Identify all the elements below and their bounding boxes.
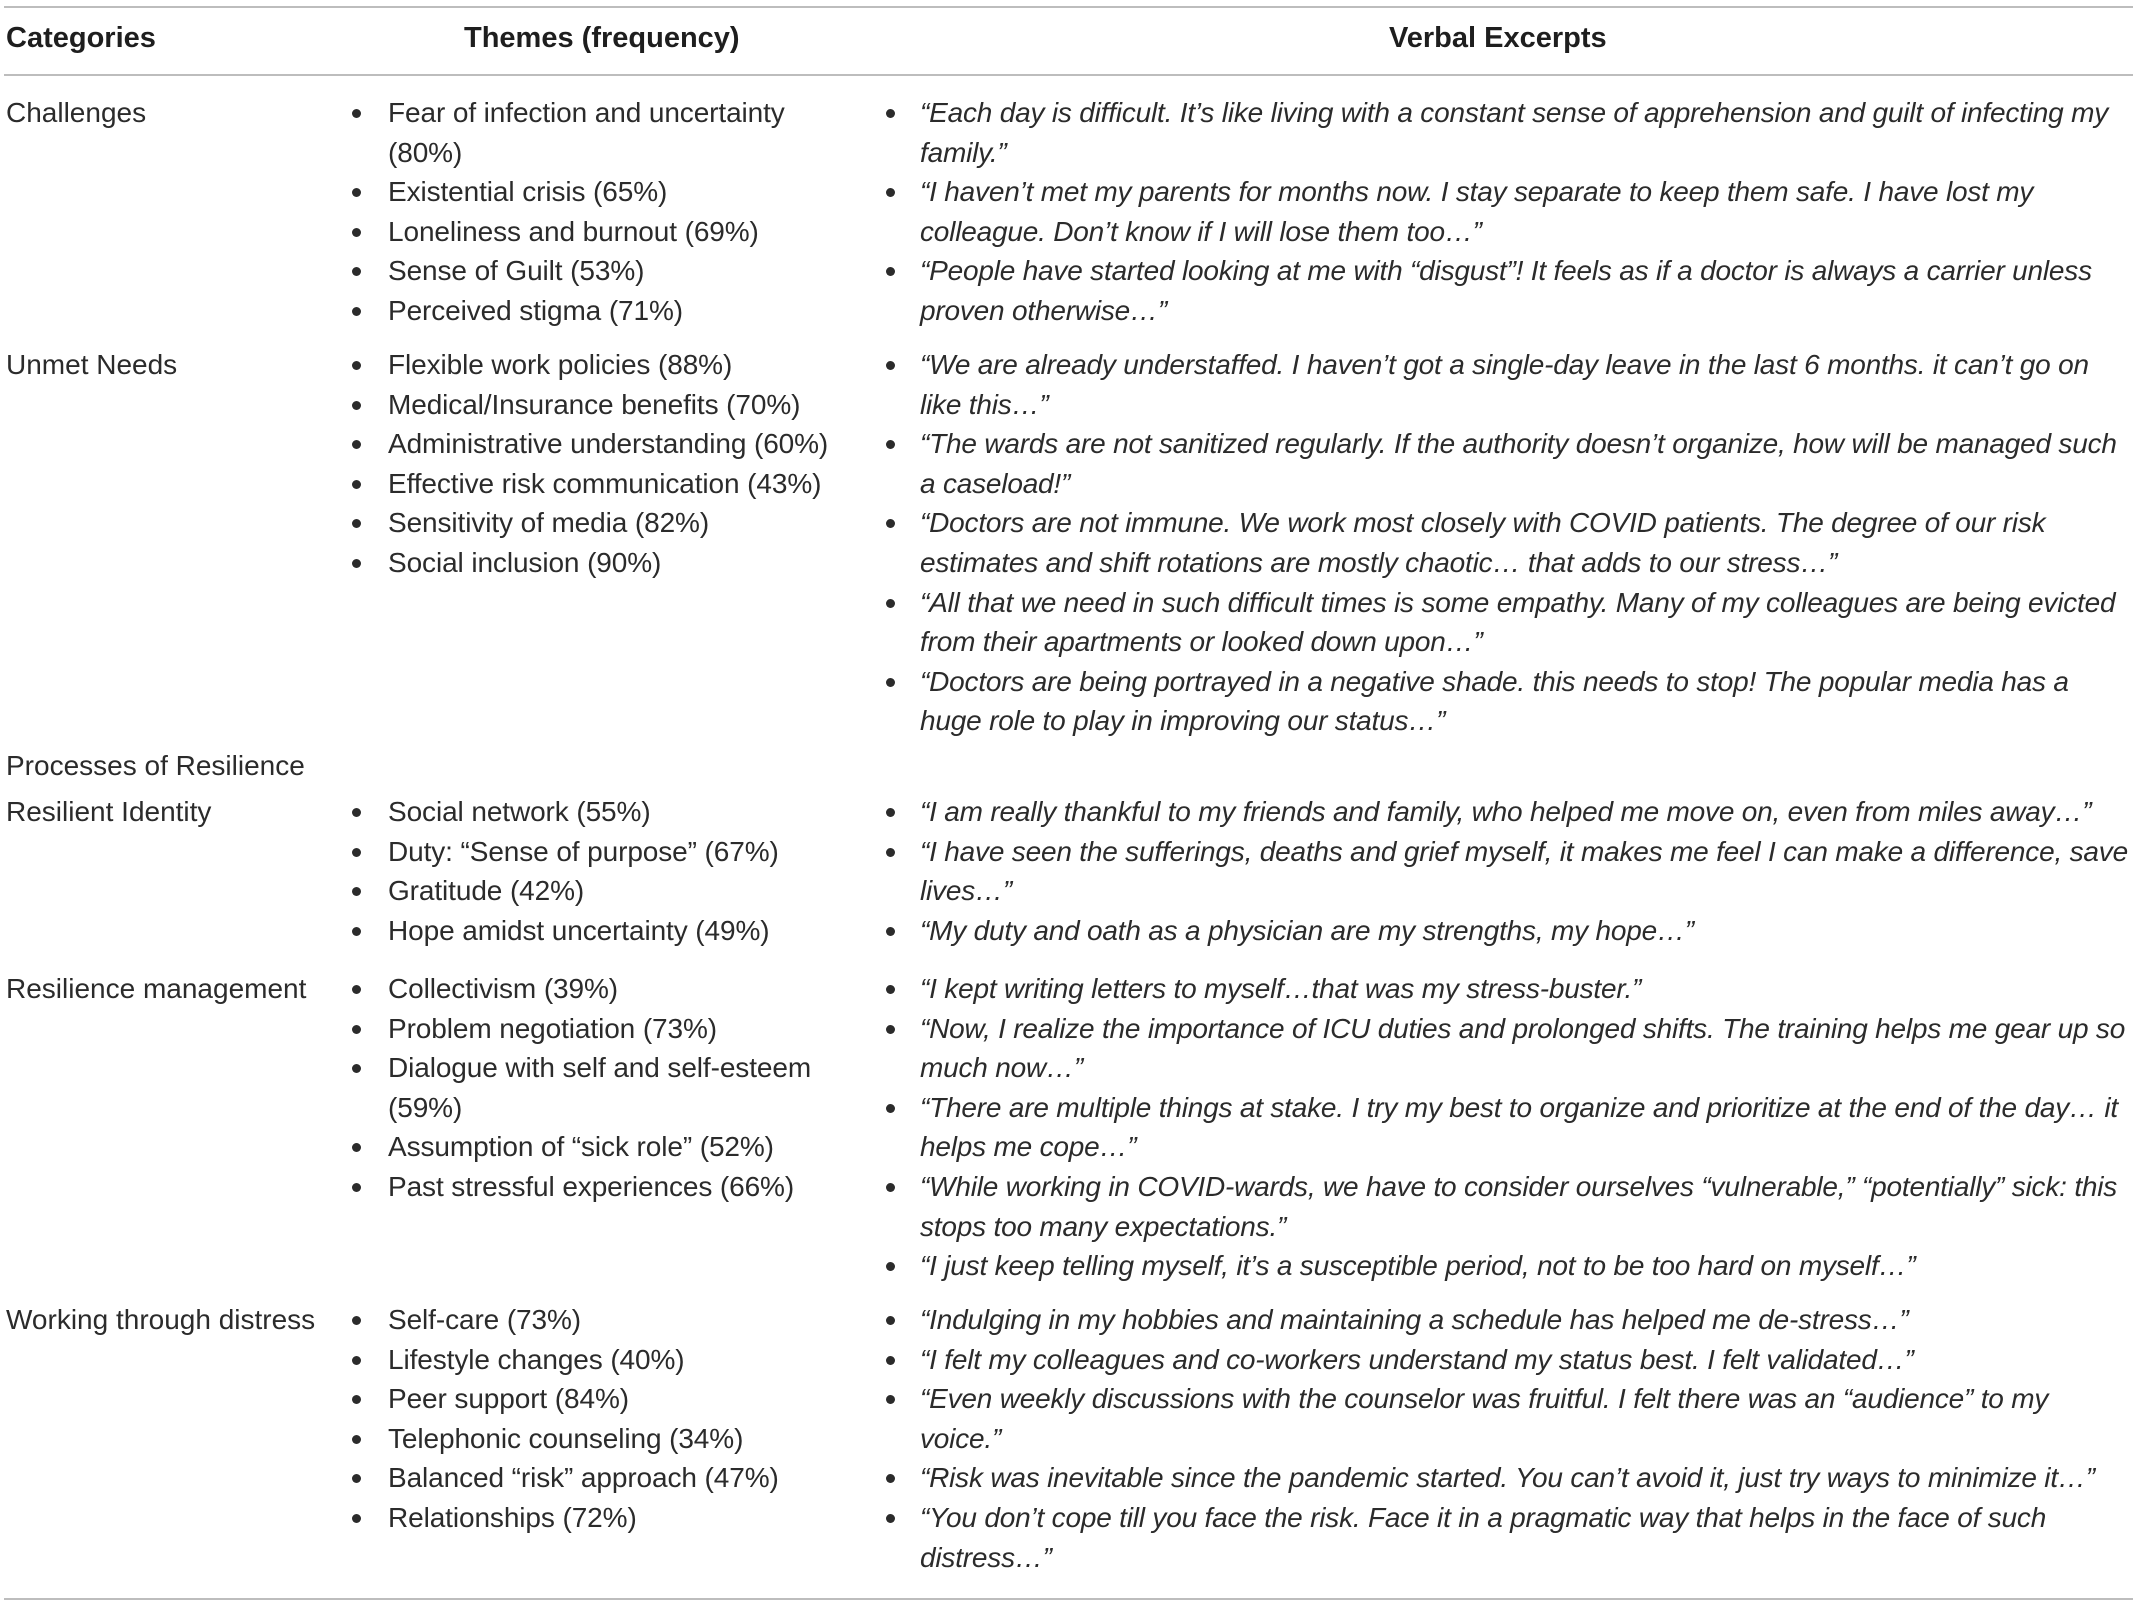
header-categories: Categories: [6, 22, 156, 54]
bullet-icon: [352, 1183, 361, 1192]
bullet-icon: [352, 1514, 361, 1523]
theme-text: Dialogue with self and self-esteem (59%): [388, 1052, 812, 1123]
bullet-icon: [886, 1356, 895, 1365]
excerpts-list: [880, 1300, 2130, 1577]
bullet-icon: [886, 848, 895, 857]
category-label: Processes of Resilience: [6, 750, 305, 781]
theme-text: Self-care (73%): [388, 1304, 582, 1335]
theme-item: [346, 1419, 846, 1459]
bullet-icon: [352, 927, 361, 936]
bullet-icon: [352, 480, 361, 489]
theme-text: Social inclusion (90%): [388, 546, 662, 578]
theme-text: Effective risk communication (43%): [388, 467, 822, 499]
theme-item: [346, 464, 846, 504]
bullet-icon: [886, 267, 895, 276]
bullet-icon: [886, 1395, 895, 1404]
theme-text: Sense of Guilt (53%): [388, 255, 645, 287]
theme-text: Relationships (72%): [388, 1501, 637, 1533]
excerpt-item: [880, 424, 2130, 503]
excerpt-item: [880, 93, 2130, 172]
bullet-icon: [352, 1316, 361, 1325]
excerpt-text: “I just keep telling myself, it’s a susceptible period, not to be too hard on myself…”: [920, 1250, 1916, 1282]
excerpt-item: [880, 1009, 2130, 1088]
excerpt-text: “Risk was inevitable since the pandemic started. You can’t avoid it, just try ways to minimize it…”: [920, 1462, 2095, 1494]
excerpts-list: [880, 969, 2130, 1286]
bullet-icon: [352, 361, 361, 370]
excerpts-list: [880, 345, 2130, 741]
header-themes: Themes (frequency): [464, 22, 740, 54]
bullet-icon: [352, 228, 361, 237]
themes-list: [346, 792, 846, 950]
bullet-icon: [352, 188, 361, 197]
bullet-icon: [352, 401, 361, 410]
theme-text: Loneliness and burnout (69%): [388, 215, 759, 247]
excerpt-item: [880, 1498, 2130, 1577]
bullet-icon: [886, 109, 895, 118]
bullet-icon: [352, 267, 361, 276]
excerpt-text: “Each day is difficult. It’s like living with a constant sense of apprehension and guilt of infecting my family.”: [920, 97, 2108, 168]
header-excerpts: Verbal Excerpts: [1389, 22, 1607, 54]
bullet-icon: [886, 808, 895, 817]
bullet-icon: [352, 808, 361, 817]
theme-item: [346, 385, 846, 425]
excerpt-text: “I am really thankful to my friends and family, who helped me move on, even from miles away…”: [920, 796, 2092, 827]
theme-text: Peer support (84%): [388, 1383, 629, 1415]
bullet-icon: [352, 985, 361, 994]
bullet-icon: [886, 678, 895, 687]
bullet-icon: [352, 1356, 361, 1365]
bullet-icon: [352, 440, 361, 449]
excerpt-text: “You don’t cope till you face the risk. Face it in a pragmatic way that helps in the face of such distress…”: [920, 1501, 2047, 1573]
theme-item: [346, 1127, 846, 1167]
theme-item: [346, 172, 846, 212]
excerpt-text: “My duty and oath as a physician are my strengths, my hope…”: [920, 914, 1694, 946]
bullet-icon: [886, 599, 895, 608]
themes-list: [346, 969, 846, 1207]
theme-text: Problem negotiation (73%): [388, 1012, 718, 1044]
excerpt-item: [880, 662, 2130, 741]
excerpt-item: [880, 792, 2130, 832]
excerpt-item: [880, 832, 2130, 911]
excerpt-text: “Indulging in my hobbies and maintaining a schedule has helped me de-stress…”: [920, 1304, 1909, 1335]
excerpt-item: [880, 345, 2130, 424]
themes-list: [346, 93, 846, 331]
theme-item: [346, 1167, 846, 1207]
theme-item: [346, 212, 846, 252]
theme-text: Sensitivity of media (82%): [388, 507, 710, 539]
theme-item: [346, 1300, 846, 1340]
excerpt-item: [880, 911, 2130, 951]
bullet-icon: [886, 1514, 895, 1523]
excerpt-item: [880, 583, 2130, 662]
theme-item: [346, 1498, 846, 1538]
theme-item: [346, 1340, 846, 1380]
theme-item: [346, 871, 846, 911]
excerpt-item: [880, 1300, 2130, 1340]
theme-item: [346, 969, 846, 1009]
bullet-icon: [352, 559, 361, 568]
excerpt-text: “We are already understaffed. I haven’t got a single-day leave in the last 6 months. it can’t go on like this…”: [920, 349, 2089, 420]
bullet-icon: [352, 519, 361, 528]
theme-item: [346, 1379, 846, 1419]
theme-text: Medical/Insurance benefits (70%): [388, 388, 801, 420]
bullet-icon: [886, 1025, 895, 1034]
theme-text: Hope amidst uncertainty (49%): [388, 914, 770, 946]
theme-item: [346, 832, 846, 872]
excerpt-item: [880, 1246, 2130, 1286]
excerpt-item: [880, 251, 2130, 330]
excerpt-text: “All that we need in such difficult times is some empathy. Many of my colleagues are being evicted from their apartments or looked down upon…”: [920, 586, 2116, 658]
bullet-icon: [352, 1435, 361, 1444]
bullet-icon: [352, 1474, 361, 1483]
theme-text: Existential crisis (65%): [388, 176, 668, 208]
bullet-icon: [886, 188, 895, 197]
excerpt-text: “While working in COVID-wards, we have to consider ourselves “vulnerable,” “potentially” sick: this stops too many expectations.”: [920, 1170, 2118, 1242]
table-top-rule: [4, 6, 2133, 8]
theme-item: [346, 911, 846, 951]
category-label: Resilience management: [6, 973, 307, 1004]
bullet-icon: [886, 519, 895, 528]
theme-text: Flexible work policies (88%): [388, 349, 733, 380]
excerpt-text: “There are multiple things at stake. I try my best to organize and prioritize at the end of the day… it helps me cope…”: [920, 1091, 2119, 1163]
bullet-icon: [886, 440, 895, 449]
category-label: Working through distress: [6, 1304, 316, 1335]
excerpt-item: [880, 172, 2130, 251]
excerpt-item: [880, 1379, 2130, 1458]
theme-text: Lifestyle changes (40%): [388, 1343, 685, 1375]
excerpt-text: “The wards are not sanitized regularly. If the authority doesn’t organize, how will be managed such a caseload!”: [920, 428, 2117, 499]
theme-text: Perceived stigma (71%): [388, 294, 684, 326]
theme-item: [346, 503, 846, 543]
bullet-icon: [886, 985, 895, 994]
bullet-icon: [352, 848, 361, 857]
bullet-icon: [886, 927, 895, 936]
header-rule: [4, 74, 2133, 76]
themes-list: [346, 1300, 846, 1538]
bullet-icon: [886, 361, 895, 370]
excerpt-text: “I have seen the sufferings, deaths and grief myself, it makes me feel I can make a difference, save lives…”: [920, 835, 2128, 907]
bullet-icon: [352, 1025, 361, 1034]
bullet-icon: [886, 1183, 895, 1192]
excerpt-text: “Even weekly discussions with the counselor was fruitful. I felt there was an “audience” to my voice.”: [920, 1383, 2049, 1454]
excerpt-item: [880, 1088, 2130, 1167]
bullet-icon: [886, 1262, 895, 1271]
excerpt-text: “I kept writing letters to myself…that was my stress-buster.”: [920, 973, 1642, 1004]
bullet-icon: [352, 307, 361, 316]
table-bottom-rule: [4, 1598, 2133, 1600]
theme-item: [346, 345, 846, 385]
excerpt-text: “People have started looking at me with “disgust”! It feels as if a doctor is always a carrier unless proven otherwise…”: [920, 255, 2092, 326]
theme-text: Balanced “risk” approach (47%): [388, 1462, 779, 1494]
theme-text: Assumption of “sick role” (52%): [388, 1131, 774, 1163]
theme-item: [346, 93, 846, 172]
excerpt-text: “Doctors are being portrayed in a negative shade. this needs to stop! The popular media has a huge role to play in improving our status…”: [920, 665, 2069, 737]
bullet-icon: [352, 1064, 361, 1073]
category-label: Challenges: [6, 97, 147, 128]
theme-text: Fear of infection and uncertainty (80%): [388, 97, 785, 168]
bullet-icon: [886, 1104, 895, 1113]
bullet-icon: [352, 109, 361, 118]
theme-text: Telephonic counseling (34%): [388, 1422, 744, 1454]
excerpt-text: “Doctors are not immune. We work most closely with COVID patients. The degree of our risk estimates and shift rotations are mostly chaotic… that adds to our stress…”: [920, 507, 2046, 578]
theme-item: [346, 251, 846, 291]
excerpt-item: [880, 503, 2130, 582]
theme-item: [346, 1048, 846, 1127]
category-label: Unmet Needs: [6, 349, 178, 380]
theme-text: Gratitude (42%): [388, 875, 585, 907]
excerpt-text: “I felt my colleagues and co-workers understand my status best. I felt validated…”: [920, 1343, 1914, 1375]
excerpts-list: [880, 792, 2130, 950]
excerpt-item: [880, 1458, 2130, 1498]
excerpts-list: [880, 93, 2130, 331]
theme-item: [346, 1009, 846, 1049]
category-label: Resilient Identity: [6, 796, 212, 827]
theme-item: [346, 424, 846, 464]
excerpt-text: “I haven’t met my parents for months now. I stay separate to keep them safe. I have lost my colleague. Don’t know if I will lose them too…”: [920, 176, 2034, 247]
bullet-icon: [886, 1474, 895, 1483]
excerpt-item: [880, 1340, 2130, 1380]
theme-item: [346, 543, 846, 583]
theme-item: [346, 1458, 846, 1498]
excerpt-item: [880, 969, 2130, 1009]
theme-text: Duty: “Sense of purpose” (67%): [388, 835, 779, 867]
theme-text: Collectivism (39%): [388, 973, 619, 1004]
theme-item: [346, 291, 846, 331]
bullet-icon: [352, 1395, 361, 1404]
theme-item: [346, 792, 846, 832]
themes-list: [346, 345, 846, 583]
theme-text: Past stressful experiences (66%): [388, 1170, 795, 1202]
bullet-icon: [352, 887, 361, 896]
excerpt-item: [880, 1167, 2130, 1246]
bullet-icon: [886, 1316, 895, 1325]
theme-text: Administrative understanding (60%): [388, 428, 829, 460]
excerpt-text: “Now, I realize the importance of ICU duties and prolonged shifts. The training helps me gear up so much now…”: [920, 1012, 2126, 1084]
theme-text: Social network (55%): [388, 796, 651, 827]
bullet-icon: [352, 1143, 361, 1152]
